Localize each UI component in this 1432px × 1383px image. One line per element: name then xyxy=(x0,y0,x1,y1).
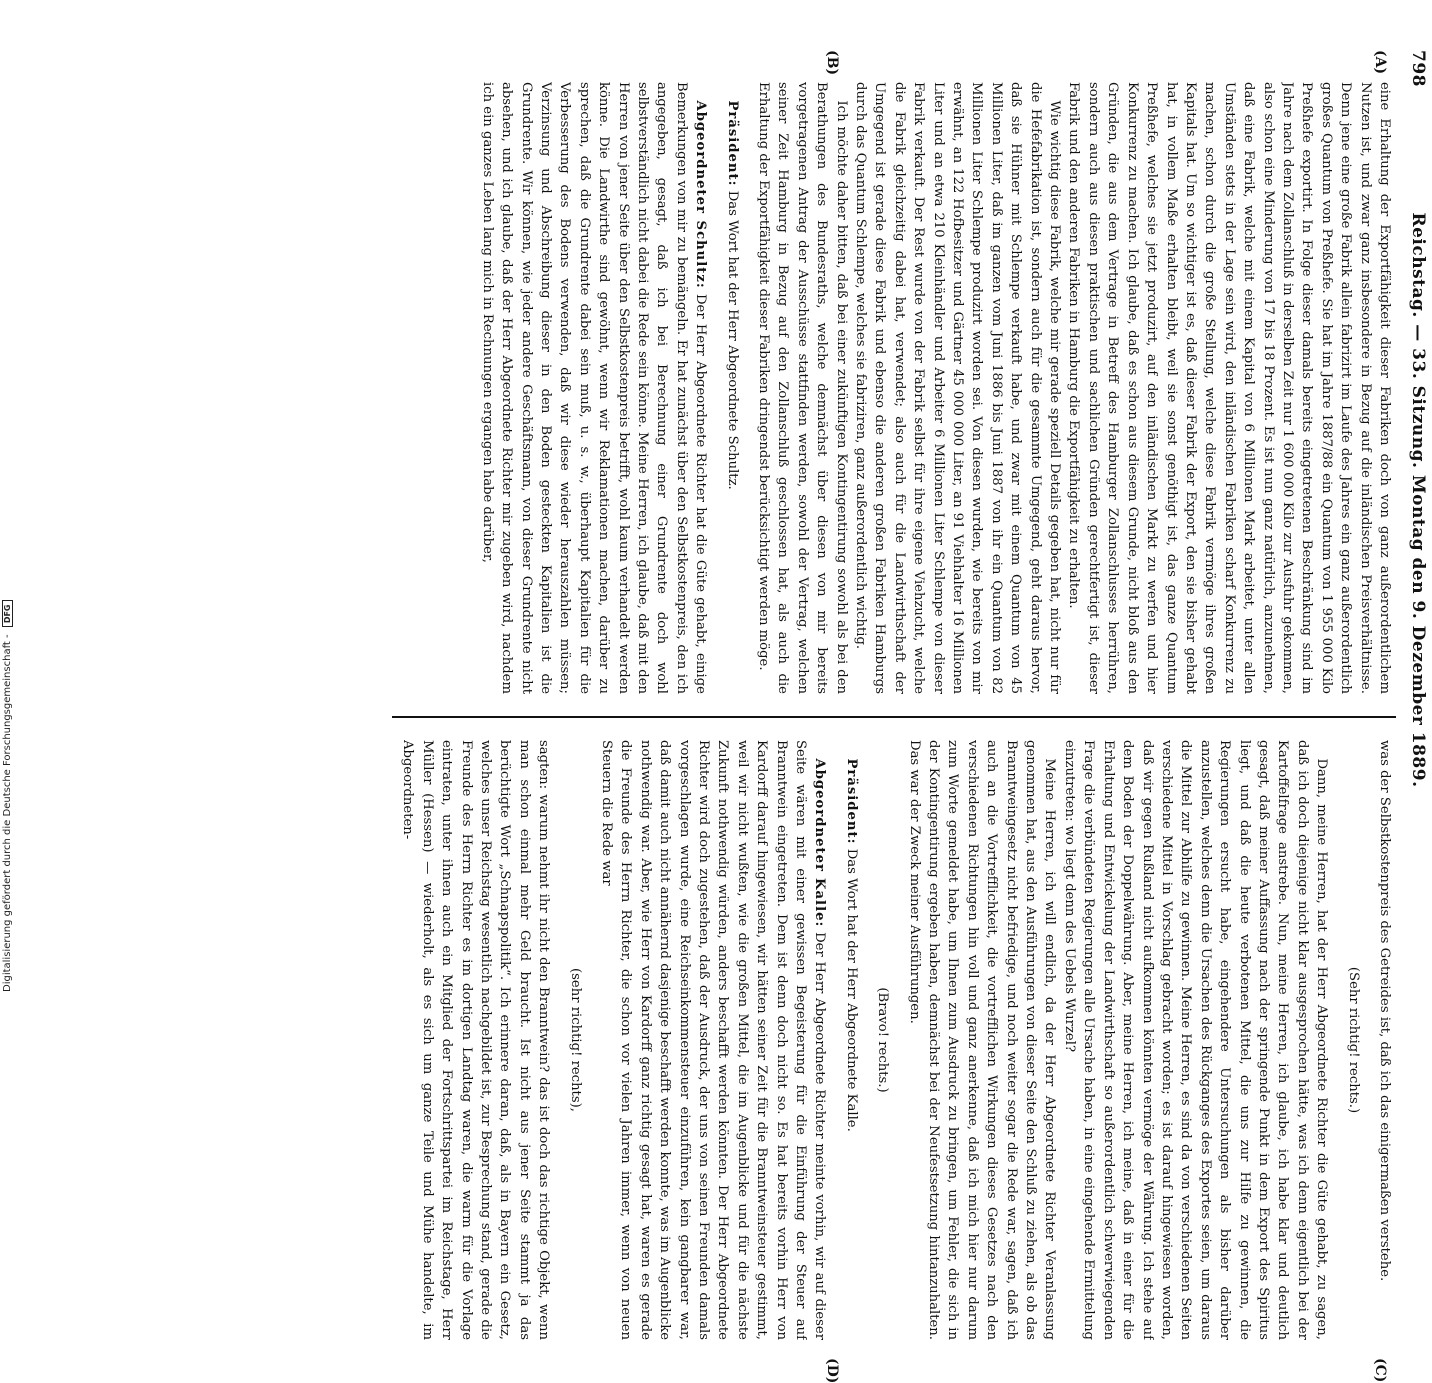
left-column xyxy=(70,82,1394,694)
speech-text: Das Wort hat der Herr Abgeordnete Schultz. xyxy=(724,190,740,490)
paragraph: Wie wichtig diese Fabrik, welche mir gerade speziell Details gegeben hat, nicht nur für die Hefefabrikation ist, sondern auch für die gesammte Umgegend, geht daraus hervor, daß sie Hühner mit Schlempe verkauft habe, und zwar mit einem Quantum von 45 Millionen Liter, daß im ganzen vom Juni 1886 bis Juni 1887 von ihr ein Quantum von 82 Millionen Liter Schlempe produzirt worden sei. Von diesen wurden, wie bereits von mir erwähnt, an 122 Hofbesitzer und Gärtner 45 000 000 Liter, an 91 Viehhalter 16 Millionen Liter und an etwa 210 Kleinhändler und Arbeiter 6 Millionen Liter Schlempe von dieser Fabrik verkauft. Der Rest wurde von der Fabrik selbst für ihre eigene Viehzucht, welche die Fabrik gleichzeitig dabei hat, verwendet; also auch für die Landwirthschaft der Umgegend ist gerade diese Fabrik und ebenso die anderen großen Fabriken Hamburgs durch das Quantum Schlempe, welches sie fabriziren, ganz außerordentlich wichtig. xyxy=(853,82,1063,694)
paragraph: Meine Herren, ich will endlich, da der Herr Abgeordnete Richter Veranlassung genommen hat, aus den Ausführungen von dieser Seite den Schluß zu ziehen, als ob das Branntweingesetz nicht befriedige, und noch weiter sogar die Rede war, sagen, daß ich auch an die Vortrefflichkeit, die vortrefflichen Wirkungen dieses Gesetzes nach den verschiedenen Richtungen hin voll und ganz anerkenne, daß ich mich hier nur darum zum Worte gemeldet habe, um Ihnen zum Ausdruck zu bringen, um Fehler, die sich in der Kontingentirung ergeben haben, demnächst bei der Neufestsetzung hintanzuhalten. Das war der Zweck meiner Ausführungen. xyxy=(906,740,1058,1340)
speaker-paragraph xyxy=(841,740,860,1340)
interjection: (Sehr richtig! rechts.) xyxy=(1345,966,1361,1114)
right-column xyxy=(70,740,1394,1340)
speaker-name: Präsident: xyxy=(843,758,859,845)
speaker-name: Abgeordneter Kalle: xyxy=(812,758,828,928)
speaker-paragraph xyxy=(597,740,830,1340)
paragraph: eine Erhaltung der Exportfähigkeit dieser Fabriken doch von ganz außerordentlichem Nutzen ist, und zwar ganz insbesondere in Bezug auf die inländischen Preisverhältnisse. Denn jene eine große Fabrik allein fabrizirt im Laufe des Jahres ein ganz außerordentlich großes Quantum von Preßhefe. Sie hat im Jahre 1887/88 ein Quantum von 1 955 000 Kilo Preßhefe exportirt. In Folge dieser damals bereits eingetretenen Beschränkung sind im Jahre nach dem Zollanschluß in derselben Zeit nur 1 600 000 Kilo zur Ausfuhr gekommen, also schon eine Minderung von 17 bis 18 Prozent. Es ist nun ganz natürlich, anzunehmen, daß eine Fabrik, welche mit einem Kapital von 6 Millionen Mark arbeitet, unter allen Umständen stets in der Lage sein wird, den inländischen Fabriken scharf Konkurrenz zu machen, schon durch die große Stellung, welche diese Fabrik vermöge ihres großen Kapitals hat. Um so wichtiger ist es, daß dieser Fabrik der Export, den sie bisher gehabt hat, in vollem Maße erhalten bleibt, weil sie sonst genöthigt ist, das ganze Quantum Preßhefe, welches sie jetzt produzirt, auf den inländischen Markt zu werfen und hier Konkurrenz zu machen. Ich glaube, daß es schon aus diesem Grunde, nicht bloß aus den Gründen, die aus dem Vertrage in Betreff des Hamburger Zollanschlusses herrühren, sondern auch aus diesen praktischen und sachlichen Gründen gerechtfertigt ist, dieser Fabrik und den anderen Fabriken in Hamburg die Exportfähigkeit zu erhalten. xyxy=(1066,82,1392,694)
speaker-name: Abgeordneter Schultz: xyxy=(693,100,709,289)
paragraph: Dann, meine Herren, hat der Herr Abgeordnete Richter die Güte gehabt, zu sagen, daß ich doch diejenige nicht klar ausgesprochen hätte, was ich denn eigentlich bei der Kartoffelfrage anstrebe. Nun, meine Herren, ich glaube, ich habe klar und deutlich gesagt, daß meiner Auffassung nach der springende Punkt in dem Export des Spiritus liegt, und daß die heute verbotenen Mittel, die uns zur Hilfe zu gewinnen, die Regierungen ersucht habe, eingehendere Untersuchungen als bisher darüber anzustellen, welches denn die Ursachen des Rückganges des Exportes seien, um daraus die Mittel zur Abhilfe zu gewinnen. Meine Herren, es sind da von verschiedenen Seiten verschiedene Mittel in Vorschlag gebracht worden; es ist darauf hingewiesen worden, daß wir gegen Rußland nicht aufkommen könnten vermöge der Währung. Ich stehe auf dem Boden der Doppelwährung. Aber, meine Herren, ich meine, daß in einer für die Erhaltung und Entwickelung der Landwirthschaft so außerordentlich schwerwiegenden Frage die verbündeten Regierungen alle Ursache haben, in eine eingehende Ermittelung einzutreten: wo liegt denn des Uebels Wurzel? xyxy=(1061,740,1330,1340)
page-number: 798 xyxy=(1408,50,1428,87)
margin-mark-d: (D) xyxy=(824,1358,840,1383)
speech-text: Der Herr Abgeordnete Richter hat die Güte gehabt, einige Bemerkungen von mir zu bemängeln. Er hat zunächst über den Selbstkostenpreis, den ich angegeben, gesagt, daß ich bei Berechnung einer Grundrente doch wohl selbstverständlich nicht dabei die Rede sein könne. Meine Herren, ich glaube, daß mit den Herren von jener Seite über den Selbstkostenpreis betrifft, wohl kaum verhandelt werden könne. Die Landwirthe sind gewöhnt, wenn wir Reklamationen machen, darüber zu sprechen, daß die Grundrente dabei sein muß, u. s. w., überhaupt Kapitalien für die Verbesserung des Bodens verwenden, daß wir diese wieder herauszahlen müssen; Verzinsung und Abschreibung dieser in den Boden gesteckten Kapitalien ist die Grundrente. Wir können, wie jeder andere Geschäftsmann, von dieser Grundrente nicht absehen, und ich glaube, daß der Herr Abgeordnete Richter mir zugeben wird, nachdem ich ein ganzes Leben lang mich in Rechnungen ergangen habe darüber, xyxy=(479,82,709,694)
column-divider xyxy=(392,716,1396,718)
interjection: (Bravo! rechts.) xyxy=(875,987,891,1093)
interjection: (sehr richtig! rechts), xyxy=(567,968,583,1112)
speaker-paragraph xyxy=(722,82,741,694)
scanned-page xyxy=(62,40,1432,1383)
dfg-logo: DFG xyxy=(2,601,13,628)
credit-text: Digitalisierung gefördert durch die Deutsche Forschungsgemeinschaft - xyxy=(2,634,13,992)
paragraph: was der Selbstkostenpreis des Getreides ist, daß ich das einigermaßen verstehe. xyxy=(1377,740,1392,1282)
paragraph: sagten: warum nehmt ihr nicht den Branntwein? das ist doch das richtige Objekt, wenn man schon einmal mehr Geld braucht. Ist nicht aus jener Seite stammt ja das berüchtigte Wort „Schnapspolitik“. Ich erinnere daran, daß, als in Bayern ein Gesetz, welches unser Reichstag wesentlich nachgebildet ist, zur Besprechung stand, gerade die Freunde des Herrn Richter es im dortigen Landtag waren, die warm für die Vorlage eintraten, unter ihnen auch ein Mitglied der Fortschrittspartei im Reichstage, Herr Müller (Hessen) — wiederholt, als es sich um ganze Teile und Mühe handelte, im Abgeordneten- xyxy=(400,740,552,1340)
margin-mark-b: (B) xyxy=(824,50,840,76)
speaker-name: Präsident: xyxy=(724,100,740,187)
speaker-paragraph xyxy=(477,82,710,694)
digitization-credit xyxy=(2,12,13,992)
page-header xyxy=(1404,50,1428,950)
speech-text: Das Wort hat der Herr Abgeordnete Kalle. xyxy=(843,848,859,1132)
speech-text: Der Herr Abgeordnete Richter meinte vorhin, wir auf dieser Seite wären mit einer gewissen Begeisterung für die Einführung der Steuer auf Branntwein eingetreten. Dem ist denn doch nicht so. Es hat bereits vorhin Herr von Kardorff darauf hingewiesen, wir hätten seiner Zeit für die Branntweinsteuer gestimmt, weil wir nicht wußten, wie die großen Mittel, die im Augenblicke und für die nächste Zukunft nothwendig würden, anders beschafft werden könnten. Der Herr Abgeordnete Richter wird doch zugestehen, daß der Ausdruck, der uns von seinen Freunden damals vorgeschlagen wurde, eine Reichseinkommensteuer einzuführen, kein gangbarer war, daß damit auch nicht annähernd dasjenige beschafft werden konnte, was im Augenblicke nothwendig war. Aber, wie Herr von Kardorff ganz richtig gesagt hat, waren es gerade die Freunde des Herrn Richter, die schon vor vielen Jahren immer, wenn von neuen Steuern die Rede war xyxy=(598,740,828,1340)
running-head: Reichstag. — 33. Sitzung. Montag den 9. Dezember 1889. xyxy=(1408,212,1428,788)
margin-mark-c: (C) xyxy=(1372,1358,1388,1383)
paragraph: Ich möchte daher bitten, daß bei einer zukünftigen Kontingentirung sowohl als bei den Berathungen des Bundesraths, welche demnächst über diesen von mir bereits vorgetragenen Antrag der Ausschüsse stattfinden werden, sowohl der Vertrag, welchen seiner Zeit Hamburg in Bezug auf den Zollanschluß geschlossen hat, als auch die Erhaltung der Exportfähigkeit dieser Fabriken dringendst berücksichtigt werden möge. xyxy=(756,82,849,694)
margin-mark-a: (A) xyxy=(1372,50,1388,75)
